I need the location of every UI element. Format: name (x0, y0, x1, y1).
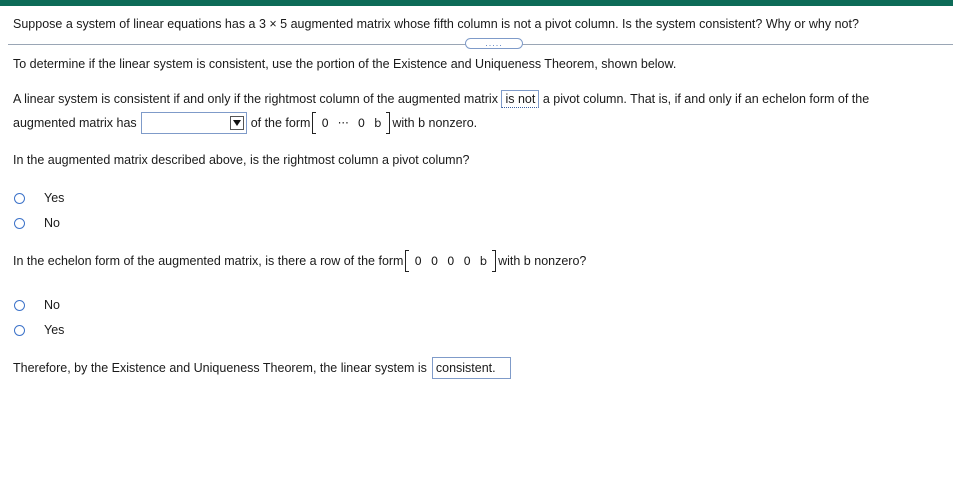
matrix-cell: 0 (463, 254, 471, 268)
q1-text: In the augmented matrix described above, is the rightmost column a pivot column? (13, 153, 470, 167)
matrix-cell: 0 (430, 254, 439, 268)
radio-button[interactable] (14, 300, 25, 311)
intro-text: To determine if the linear system is consistent, use the portion of the Existence and Uniqueness Theorem, shown below. (13, 57, 677, 71)
matrix-cell: 0 (357, 116, 366, 130)
expand-toggle-button[interactable]: ..... (465, 38, 523, 49)
theorem-part1: A linear system is consistent if and only if the rightmost column of the augmented matrix (13, 92, 498, 106)
theorem-line-2 (13, 112, 477, 134)
matrix-cells (409, 254, 492, 268)
matrix-cell: 0 (447, 254, 455, 268)
theorem-part3: augmented matrix has (13, 116, 137, 130)
q1-option-no[interactable] (14, 215, 60, 231)
row-matrix-1 (312, 112, 390, 134)
chevron-down-icon[interactable] (230, 116, 244, 130)
matrix-cells (316, 116, 386, 130)
q1-option-yes[interactable] (14, 190, 64, 206)
option-label: Yes (44, 191, 65, 205)
answer-is-not-box[interactable]: is not (501, 90, 539, 108)
conclusion-text: Therefore, by the Existence and Uniqueness Theorem, the linear system is (13, 361, 427, 375)
question-text: Suppose a system of linear equations has a 3 × 5 augmented matrix whose fifth column is not a pivot column. Is the system consistent? Why or why not? (13, 17, 859, 31)
q2-option-yes[interactable] (14, 322, 64, 338)
q2-text: In the echelon form of the augmented matrix, is there a row of the form (13, 254, 404, 268)
option-label: No (44, 298, 60, 312)
option-label: Yes (44, 323, 65, 337)
matrix-cell: b (479, 254, 488, 268)
theorem-line-1 (13, 90, 869, 108)
matrix-cell: 0 (414, 254, 422, 268)
q2-option-no[interactable] (14, 297, 60, 313)
conclusion-line (13, 357, 511, 379)
top-accent-bar (0, 0, 953, 6)
theorem-part4: of the form (250, 116, 311, 130)
option-label: No (44, 216, 60, 230)
matrix-cell: ··· (337, 116, 349, 130)
radio-button[interactable] (14, 193, 25, 204)
right-bracket (386, 112, 390, 134)
radio-button[interactable] (14, 325, 25, 336)
row-type-dropdown[interactable] (141, 112, 247, 134)
right-bracket (492, 250, 496, 272)
answer-consistent-box[interactable]: consistent. (432, 357, 511, 379)
matrix-cell: b (374, 116, 382, 130)
theorem-part2: a pivot column. That is, if and only if an echelon form of the (542, 92, 870, 106)
matrix-cell: 0 (321, 116, 329, 130)
q2-line (13, 250, 586, 272)
theorem-part5: with b nonzero. (392, 116, 478, 130)
row-matrix-2 (405, 250, 496, 272)
q2-text-after: with b nonzero? (498, 254, 587, 268)
radio-button[interactable] (14, 218, 25, 229)
